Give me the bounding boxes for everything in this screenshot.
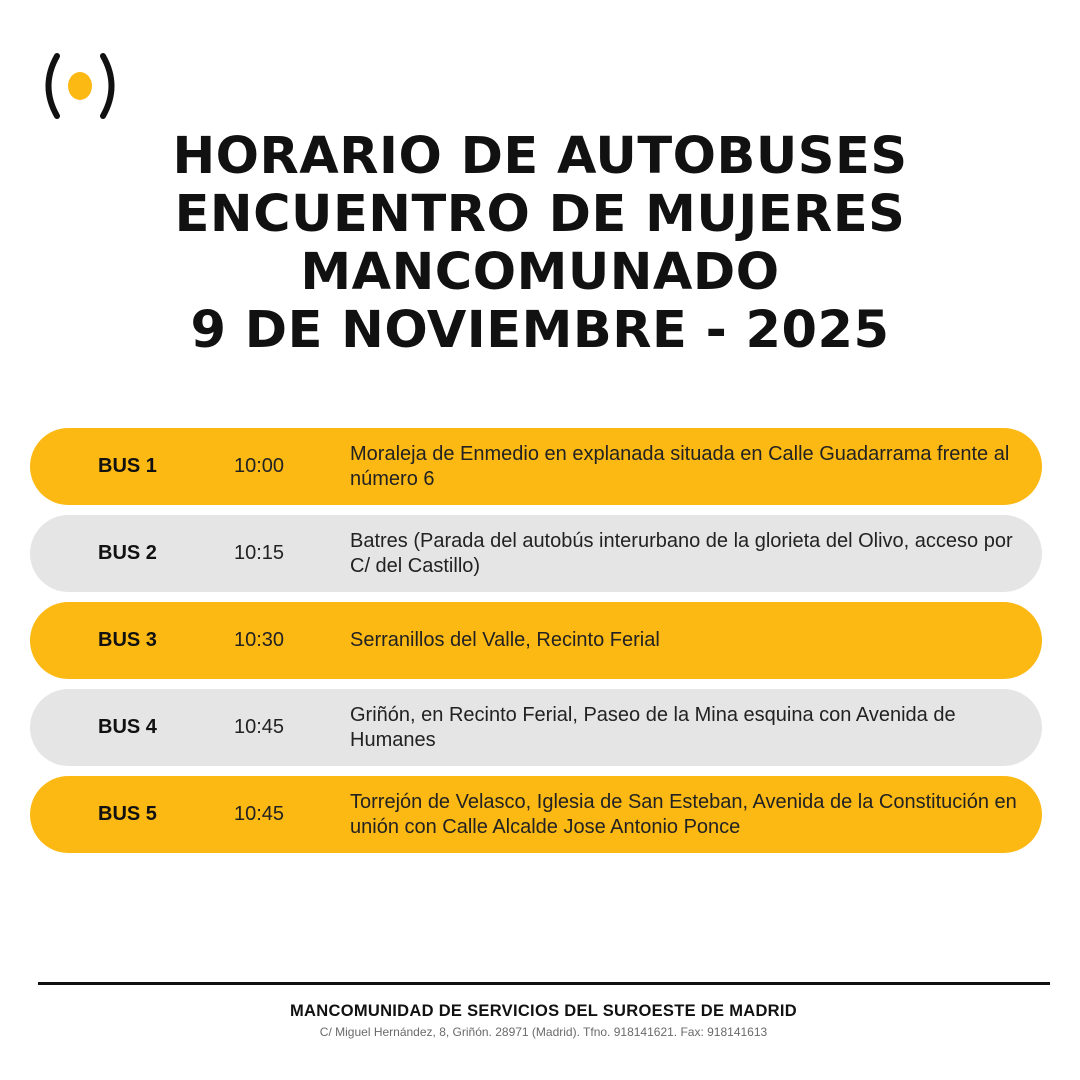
- schedule-row-bus-2: [30, 515, 1042, 592]
- footer-divider: [38, 982, 1050, 985]
- pickup-location: Batres (Parada del autobús interurbano de la glorieta del Olivo, acceso por C/ del Castillo): [350, 529, 1013, 577]
- departure-time: 10:00: [234, 455, 285, 477]
- schedule-row-bus-1: [30, 428, 1042, 505]
- bus-label: BUS 5: [98, 803, 157, 825]
- title-line: HORARIO DE AUTOBUSES: [172, 127, 908, 186]
- departure-time: 10:30: [234, 629, 285, 651]
- title-line: ENCUENTRO DE MUJERES: [174, 185, 906, 244]
- title-date: 9 DE NOVIEMBRE - 2025: [190, 301, 890, 360]
- schedule-row-bus-4: [30, 689, 1042, 766]
- bus-label: BUS 1: [98, 455, 157, 477]
- bus-label: BUS 4: [98, 716, 157, 738]
- title-line: MANCOMUNADO: [300, 243, 780, 302]
- departure-time: 10:15: [234, 542, 285, 564]
- pickup-location: Torrejón de Velasco, Iglesia de San Esteban, Avenida de la Constitución en unión con Calle Alcalde Jose Antonio Ponce: [350, 790, 1017, 838]
- organization-name: MANCOMUNIDAD DE SERVICIOS DEL SUROESTE DE MADRID: [290, 1002, 797, 1020]
- departure-time: 10:45: [234, 803, 285, 825]
- schedule-row-bus-5: [30, 776, 1042, 853]
- departure-time: 10:45: [234, 716, 285, 738]
- broadcast-dot-icon: [42, 48, 118, 124]
- bus-label: BUS 2: [98, 542, 157, 564]
- organization-address: C/ Miguel Hernández, 8, Griñón. 28971 (Madrid). Tfno. 918141621. Fax: 918141613: [319, 1025, 768, 1039]
- schedule-row-bus-3: [30, 602, 1042, 679]
- pickup-location: Griñón, en Recinto Ferial, Paseo de la Mina esquina con Avenida de Humanes: [350, 703, 956, 751]
- pickup-location: Serranillos del Valle, Recinto Ferial: [350, 629, 660, 651]
- pickup-location: Moraleja de Enmedio en explanada situada en Calle Guadarrama frente al número 6: [350, 442, 1010, 490]
- bus-label: BUS 3: [98, 629, 157, 651]
- page-title: [0, 128, 1080, 360]
- bus-schedule: [30, 428, 1042, 863]
